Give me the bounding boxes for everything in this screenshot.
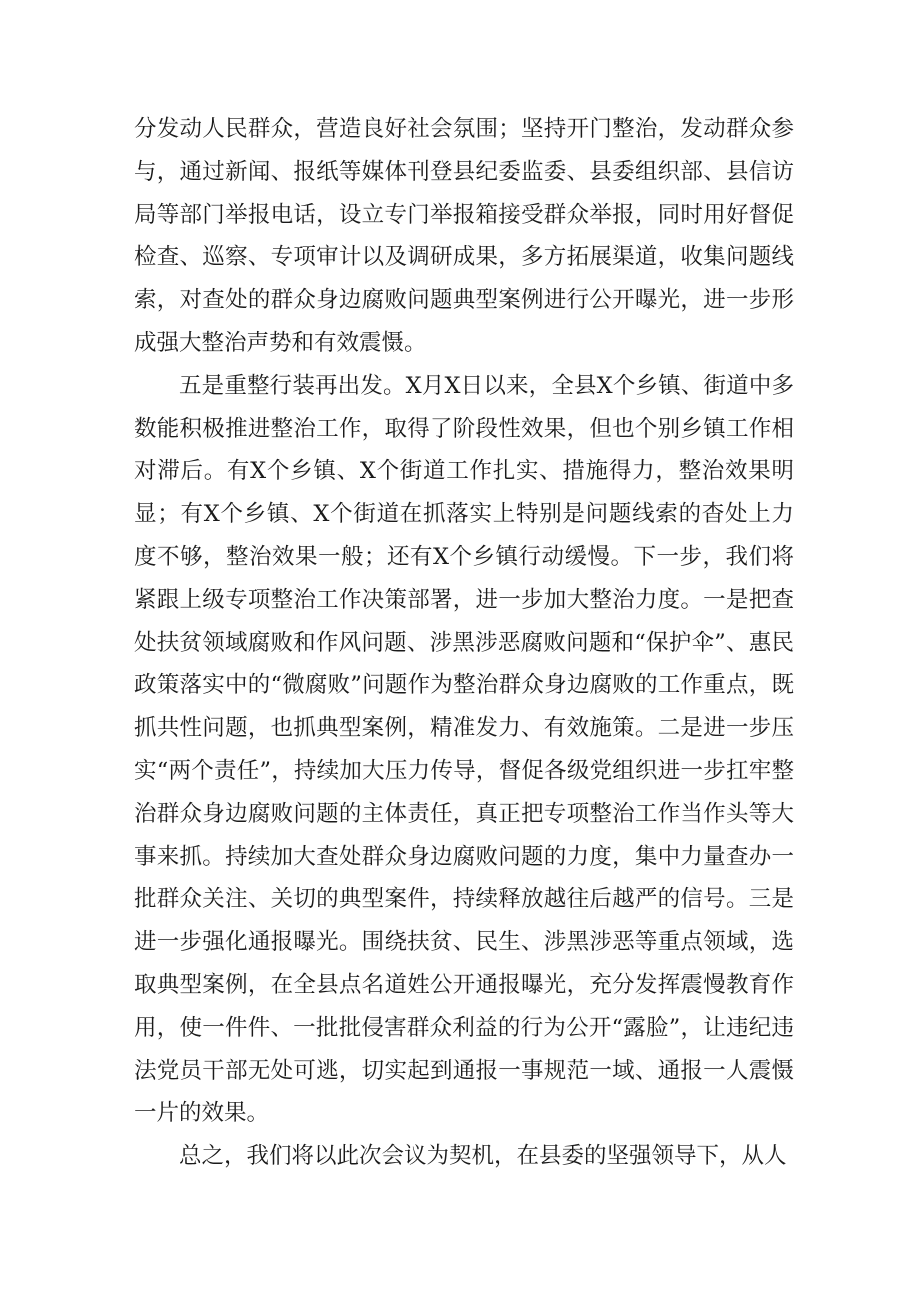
paragraph-conclusion: 总之，我们将以此次会议为契机，在县委的坚强领导下，从人 [179,1143,787,1170]
paragraph-fifth-point: 五是重整行装再出发。X月X日以来，全县X个乡镇、街道中多数能积极推进整治工作，取得了阶段性效果，但也个别乡镇工作相对滞后。有X个乡镇、X个街道工作扎实、措施得力，整治效果明显；有X个乡镇、X个街道在抓落实上特别是问题线索的杳处上力度不够，整治效果一般；还有X个乡镇行动缓慢。下一步，我们将紧跟上级专项整治工作决策部署，进一步加大整治力度。一是把查处扶贫领域腐败和作风问题、涉黑涉恶腐败问题和“保护伞”、惠民政策落实中的“微腐败”问题作为整治群众身边腐败的工作重点，既抓共性问题，也抓典型案例，精准发力、有效施策。二是进一步压实“两个责任”，持续加大压力传导，督促各级党组织进一步扛牢整治群众身边腐败问题的主体责任，真正把专项整治工作当作头等大事来抓。持续加大查处群众身边腐败问题的力度，集中力量查办一批群众关注、关切的典型案件，持续释放越往后越严的信号。三是进一步强化通报曝光。围绕扶贫、民生、涉黑涉恶等重点领域，选取典型案例，在全县点名道姓公开通报曝光，充分发挥震慢教育作用，使一件件、一批批侵害群众利益的行为公开“露脸”，让违纪违法党员干部无处可逃，切实起到通报一事规范一域、通报一人震慑一片的效果。 [134,372,794,1127]
document-body [134,108,794,1178]
paragraph-continuation: 分发动人民群众，营造良好社会氛围；坚持开门整治，发动群众参与，通过新闻、报纸等媒体刊登县纪委监委、县委组织部、县信访局等部门举报电话，设立专门举报箱接受群众举报，同时用好督促检查、巡察、专项审计以及调研成果，多方拓展渠道，收集问题线索，对查处的群众身边腐败问题典型案例进行公开曝光，进一步形成强大整治声势和有效震慑。 [134,116,794,356]
